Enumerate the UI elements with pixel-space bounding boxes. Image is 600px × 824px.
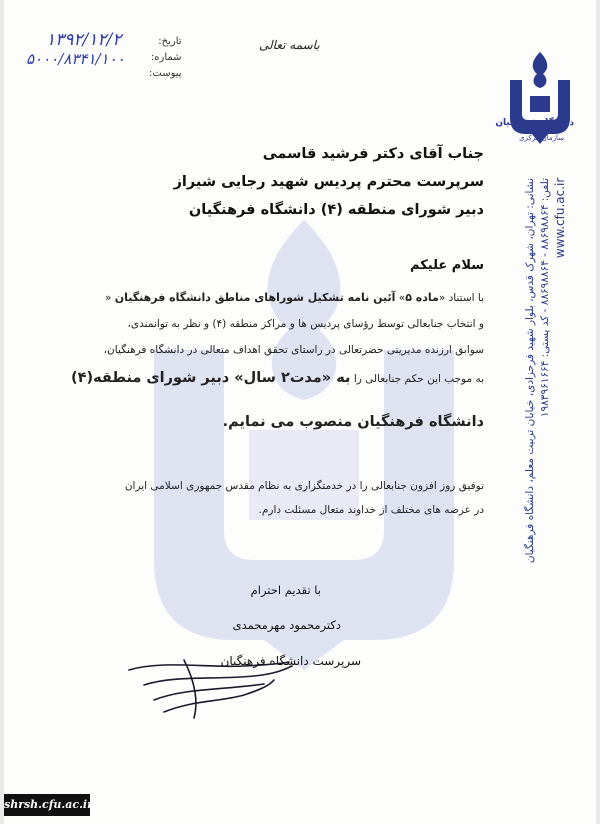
handwritten-date: ۱۳۹۲/۱۲/۲: [46, 30, 122, 50]
body-role: دبیر شورای منطقه(۴): [70, 370, 230, 386]
phone-text: تلفن: ۸۸۶۹۸۸۶۴ - ۸۸۶۹۸۸۶۴ - کد پستی: ۱۹۸۳۹۶۱۶۶۴: [539, 178, 551, 418]
logo-name: دانشگاه فرهنگیان: [495, 118, 574, 128]
regards-text: با تقدیم احترام: [250, 583, 321, 597]
body-line-2: و انتخاب جنابعالی توسط رؤسای پردیس ها و مراکز منطقه (۴) و نظر به توانمندی،: [127, 318, 484, 330]
handwritten-signature: [124, 640, 294, 720]
body-p4a: به موجب این حکم جنابعالی را: [353, 373, 484, 385]
body-line-5: دانشگاه فرهنگیان منصوب می نمایم.: [222, 414, 484, 430]
logo-subtitle: سازمان مرکزی: [519, 134, 564, 142]
letter-page: [4, 0, 596, 824]
body-line-4: به موجب این حکم جنابعالی را به «مدت۲ سال» دبیر شورای منطقه(۴): [70, 370, 484, 386]
signatory-title: سرپرست دانشگاه فرهنگیان: [220, 654, 361, 668]
recipient-position: سرپرست محترم پردیس شهید رجایی شیراز: [173, 174, 484, 190]
body-p1a: با استناد: [448, 292, 484, 304]
body-line-1: با استناد «ماده ۵» آئین نامه تشکیل شوراهای مناطق دانشگاه فرهنگیان «: [104, 291, 484, 304]
body-duration: مدت۲ سال: [243, 370, 322, 386]
body-regulation: آئین نامه تشکیل شوراهای مناطق دانشگاه فرهنگیان: [114, 291, 396, 304]
signatory-name: دکترمحمود مهرمحمدی: [232, 618, 341, 632]
letter-meta: [149, 34, 182, 82]
body-article: ماده ۵: [405, 291, 439, 304]
handwritten-number: ۵۰۰۰/۸۳۴۱/۱۰۰: [26, 50, 125, 68]
source-watermark-tag: shrsh.cfu.ac.ir: [4, 794, 90, 816]
address-sidebar: [523, 178, 568, 563]
closing-line-2: در عرصه های مختلف از خداوند متعال مسئلت دارم.: [258, 504, 484, 516]
recipient-name: جناب آقای دکتر فرشید قاسمی: [262, 146, 484, 162]
attachment-label: پیوست:: [149, 68, 182, 79]
body-line-3: سوابق ارزنده مدیریتی حضرتعالی در راستای تحقق اهداف متعالی در دانشگاه فرهنگیان،: [103, 344, 484, 356]
greeting: سلام علیکم: [410, 258, 484, 273]
closing-line-1: توفیق روز افزون جنابعالی را در خدمتگزاری به نظام مقدس جمهوری اسلامی ایران: [124, 480, 484, 492]
besmeh: باسمه تعالی: [259, 38, 320, 52]
recipient-council: دبیر شورای منطقه (۴) دانشگاه فرهنگیان: [188, 202, 484, 218]
website-text: www.cfu.ac.ir: [553, 178, 567, 259]
address-text: نشانی: تهران، شهرک قدس، بلوار شهید فرحزادی، خیابان تربیت معلم، دانشگاه فرهنگیان: [524, 178, 536, 564]
university-logo-icon: [502, 28, 578, 168]
body-p4b: به: [336, 370, 351, 386]
date-label: تاریخ:: [158, 36, 182, 47]
number-label: شماره:: [150, 52, 182, 63]
